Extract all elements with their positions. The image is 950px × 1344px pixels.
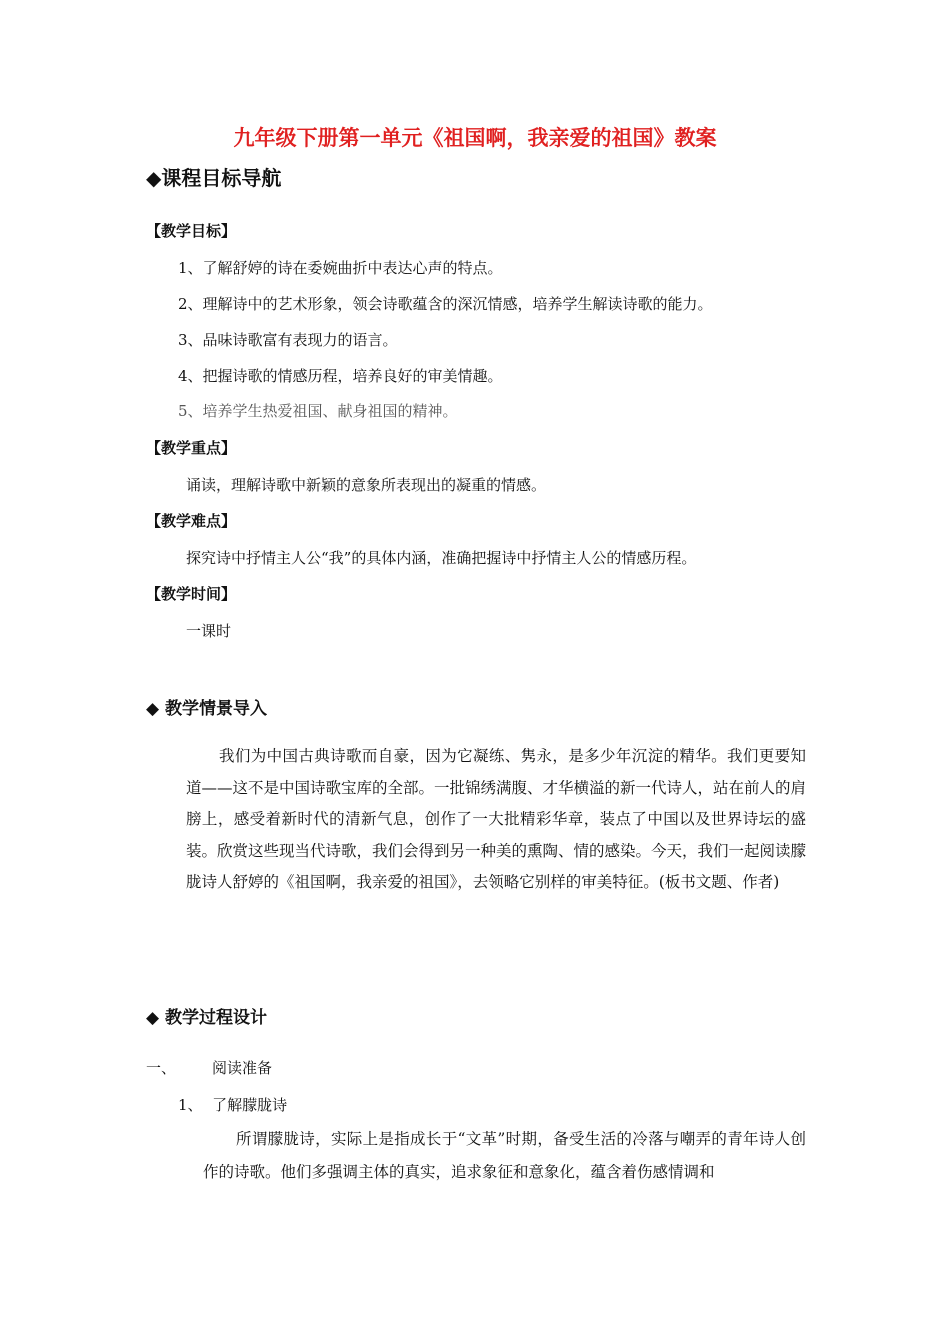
- label-teaching-time: 【教学时间】: [146, 585, 237, 603]
- teaching-difficulty-text: 探究诗中抒情主人公“我”的具体内涵，准确把握诗中抒情主人公的情感历程。: [186, 549, 697, 567]
- teaching-time-text: 一课时: [186, 622, 232, 640]
- label-teaching-difficulty: 【教学难点】: [146, 512, 237, 530]
- misty-poetry-paragraph: 所谓朦胧诗，实际上是指成长于“文革”时期，备受生活的冷落与嘲弄的青年诗人创作的诗歌。他们多强调主体的真实，追求象征和意象化，蕴含着伤感情调和: [203, 1130, 806, 1181]
- section-heading-goals-nav: ◆课程目标导航: [146, 166, 282, 190]
- section-heading-process: ◆ 教学过程设计: [146, 1008, 267, 1028]
- goal-item-3: 3、品味诗歌富有表现力的语言。: [178, 331, 398, 349]
- intro-paragraph: 我们为中国古典诗歌而自豪，因为它凝练、隽永，是多少年沉淀的精华。我们更要知道——这不是中国诗歌宝库的全部。一批锦绣满腹、才华横溢的新一代诗人，站在前人的肩膀上，感受着新时代的清新气息，创作了一大批精彩华章，装点了中国以及世界诗坛的盛装。欣赏这些现当代诗歌，我们会得到另一种美的熏陶、情的感染。今天，我们一起阅读朦胧诗人舒婷的《祖国啊，我亲爱的祖国》，去领略它别样的审美特征。(板书文题、作者): [186, 747, 807, 891]
- teaching-key-text: 诵读，理解诗歌中新颖的意象所表现出的凝重的情感。: [186, 476, 547, 494]
- goal-item-1: 1、了解舒婷的诗在委婉曲折中表达心声的特点。: [178, 259, 503, 277]
- goal-item-5: 5、培养学生热爱祖国、献身祖国的精神。: [178, 402, 458, 420]
- section-heading-intro: ◆ 教学情景导入: [146, 699, 267, 719]
- goal-item-4: 4、把握诗歌的情感历程，培养良好的审美情趣。: [178, 367, 503, 385]
- step-title: 阅读准备: [212, 1059, 273, 1077]
- label-teaching-goals: 【教学目标】: [146, 222, 237, 240]
- goal-item-2: 2、理解诗中的艺术形象，领会诗歌蕴含的深沉情感，培养学生解读诗歌的能力。: [178, 295, 713, 313]
- label-teaching-key: 【教学重点】: [146, 439, 237, 457]
- sub-step-title: 1、 了解朦胧诗: [178, 1096, 288, 1114]
- step-number: 一、: [146, 1059, 177, 1077]
- page-title: 九年级下册第一单元《祖国啊，我亲爱的祖国》教案: [233, 126, 717, 150]
